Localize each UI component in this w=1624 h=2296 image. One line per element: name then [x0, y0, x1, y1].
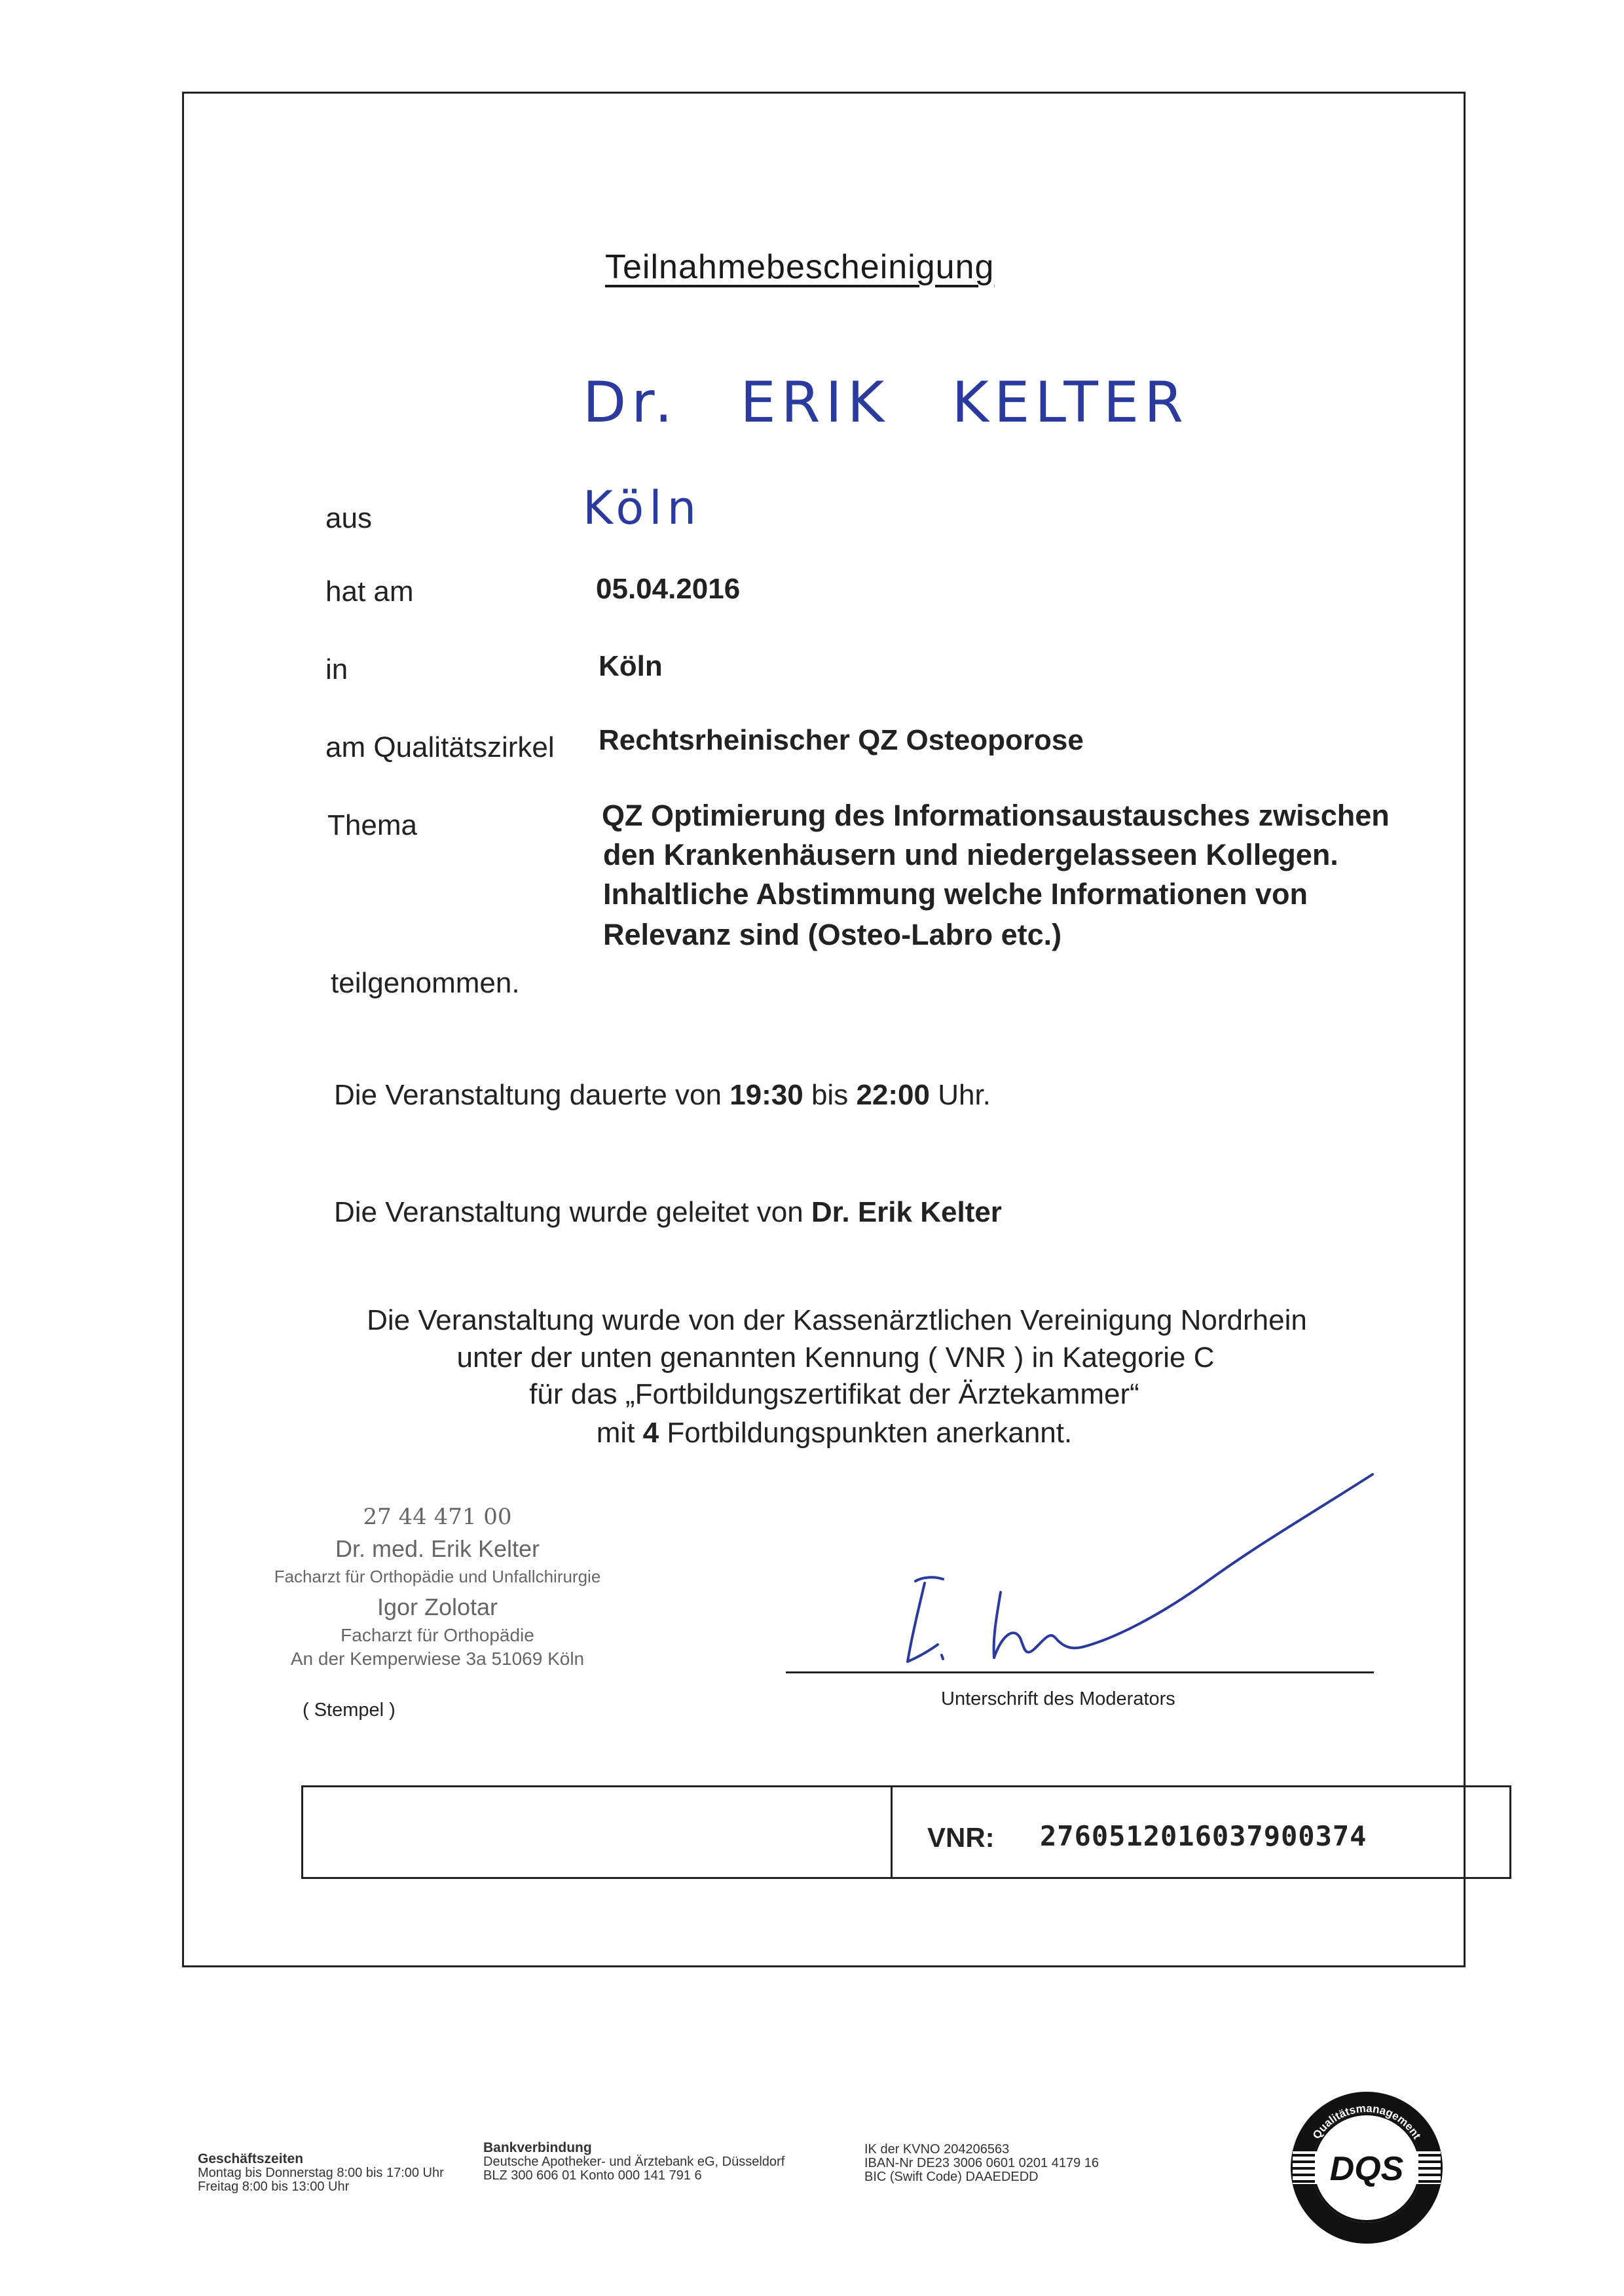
footer-bank: [483, 2141, 784, 2183]
duration-from: 19:30: [729, 1079, 803, 1111]
document-title: Teilnahmebescheinigung: [605, 248, 995, 286]
duration-prefix: Die Veranstaltung dauerte von: [334, 1079, 730, 1111]
footer-hours-line-1: Montag bis Donnerstag 8:00 bis 17:00 Uhr: [198, 2166, 444, 2180]
circle-value: Rechtsrheinischer QZ Osteoporose: [599, 724, 1084, 756]
moderator-name: Dr. Erik Kelter: [811, 1196, 1002, 1228]
vnr-value: 2760512016037900374: [1040, 1820, 1367, 1852]
vnr-box-divider: [891, 1785, 893, 1879]
dqs-logo-ring-top: Qualitätsmanagement: [1310, 2102, 1424, 2141]
topic-line-4: Relevanz sind (Osteo-Labro etc.): [603, 918, 1062, 951]
place-label: in: [325, 653, 348, 685]
duration-line: [334, 1079, 991, 1112]
accreditation-line-3: für das „Fortbildungszertifikat der Ärztekammer“: [529, 1378, 1139, 1410]
participant-city-handwritten: Köln: [583, 481, 702, 535]
footer-bank-title: Bankverbindung: [483, 2140, 592, 2155]
footer-hours-title: Geschäftszeiten: [198, 2151, 304, 2166]
participated-label: teilgenommen.: [331, 967, 520, 999]
stamp-doctor-1: Dr. med. Erik Kelter: [335, 1535, 540, 1562]
stamp-address: An der Kemperwiese 3a 51069 Köln: [290, 1649, 585, 1669]
moderator-prefix: Die Veranstaltung wurde geleitet von: [334, 1196, 811, 1228]
topic-line-3: Inhaltliche Abstimmung welche Informationen von: [603, 877, 1308, 911]
credit-points: 4: [642, 1417, 659, 1449]
footer-iban: IBAN-Nr DE23 3006 0601 0201 4179 16: [864, 2156, 1099, 2170]
moderator-signature: [877, 1467, 1388, 1683]
accreditation-line-2: unter der unten genannten Kennung ( VNR ) in Kategorie C: [456, 1341, 1215, 1374]
date-label: hat am: [325, 575, 414, 608]
vnr-label: VNR:: [927, 1822, 995, 1853]
duration-suffix: Uhr.: [929, 1079, 991, 1111]
topic-line-1: QZ Optimierung des Informationsaustausches zwischen: [602, 799, 1390, 832]
footer-hours-line-2: Freitag 8:00 bis 13:00 Uhr: [198, 2179, 350, 2194]
moderator-line: [334, 1196, 1002, 1229]
footer-bank-line-1: Deutsche Apotheker- und Ärztebank eG, Düsseldorf: [483, 2155, 785, 2169]
place-value: Köln: [599, 650, 663, 682]
stamp-label: ( Stempel ): [303, 1700, 396, 1721]
aus-label: aus: [325, 502, 372, 534]
dqs-certification-logo: [1285, 2086, 1449, 2250]
accreditation-line-4-suffix: Fortbildungspunkten anerkannt.: [659, 1417, 1073, 1449]
topic-line-2: den Krankenhäusern und niedergelasseen Kollegen.: [603, 838, 1338, 871]
date-value: 05.04.2016: [596, 573, 741, 605]
footer-bic: BIC (Swift Code) DAAEDEDD: [864, 2170, 1039, 2184]
footer-bank-line-2: BLZ 300 606 01 Konto 000 141 791 6: [483, 2168, 702, 2183]
topic-label: Thema: [327, 809, 417, 841]
footer-ik: IK der KVNO 204206563: [864, 2142, 1010, 2157]
signature-label: Unterschrift des Moderators: [941, 1688, 1175, 1709]
footer-ids: [864, 2143, 1099, 2184]
dqs-logo-ring-bottom: ISO 9001:2008: [1330, 2198, 1403, 2223]
accreditation-line-1: Die Veranstaltung wurde von der Kassenärztlichen Vereinigung Nordrhein: [367, 1304, 1307, 1336]
dqs-logo-text: DQS: [1329, 2150, 1404, 2188]
circle-label: am Qualitätszirkel: [325, 731, 555, 763]
accreditation-line-4-prefix: mit: [596, 1417, 643, 1449]
stamp-doctor-2: Igor Zolotar: [377, 1594, 498, 1620]
participant-name-handwritten: Dr. ERIK KELTER: [583, 370, 1189, 435]
stamp-specialty-2: Facharzt für Orthopädie: [341, 1625, 534, 1645]
stamp-number: 27 44 471 00: [363, 1504, 512, 1530]
stamp-specialty-1: Facharzt für Orthopädie und Unfallchirurgie: [274, 1567, 601, 1586]
signature-underline: [786, 1671, 1374, 1673]
footer-hours: [198, 2152, 444, 2194]
duration-to: 22:00: [856, 1079, 930, 1111]
duration-mid: bis: [803, 1079, 857, 1111]
accreditation-line-4: [271, 1417, 1397, 1449]
